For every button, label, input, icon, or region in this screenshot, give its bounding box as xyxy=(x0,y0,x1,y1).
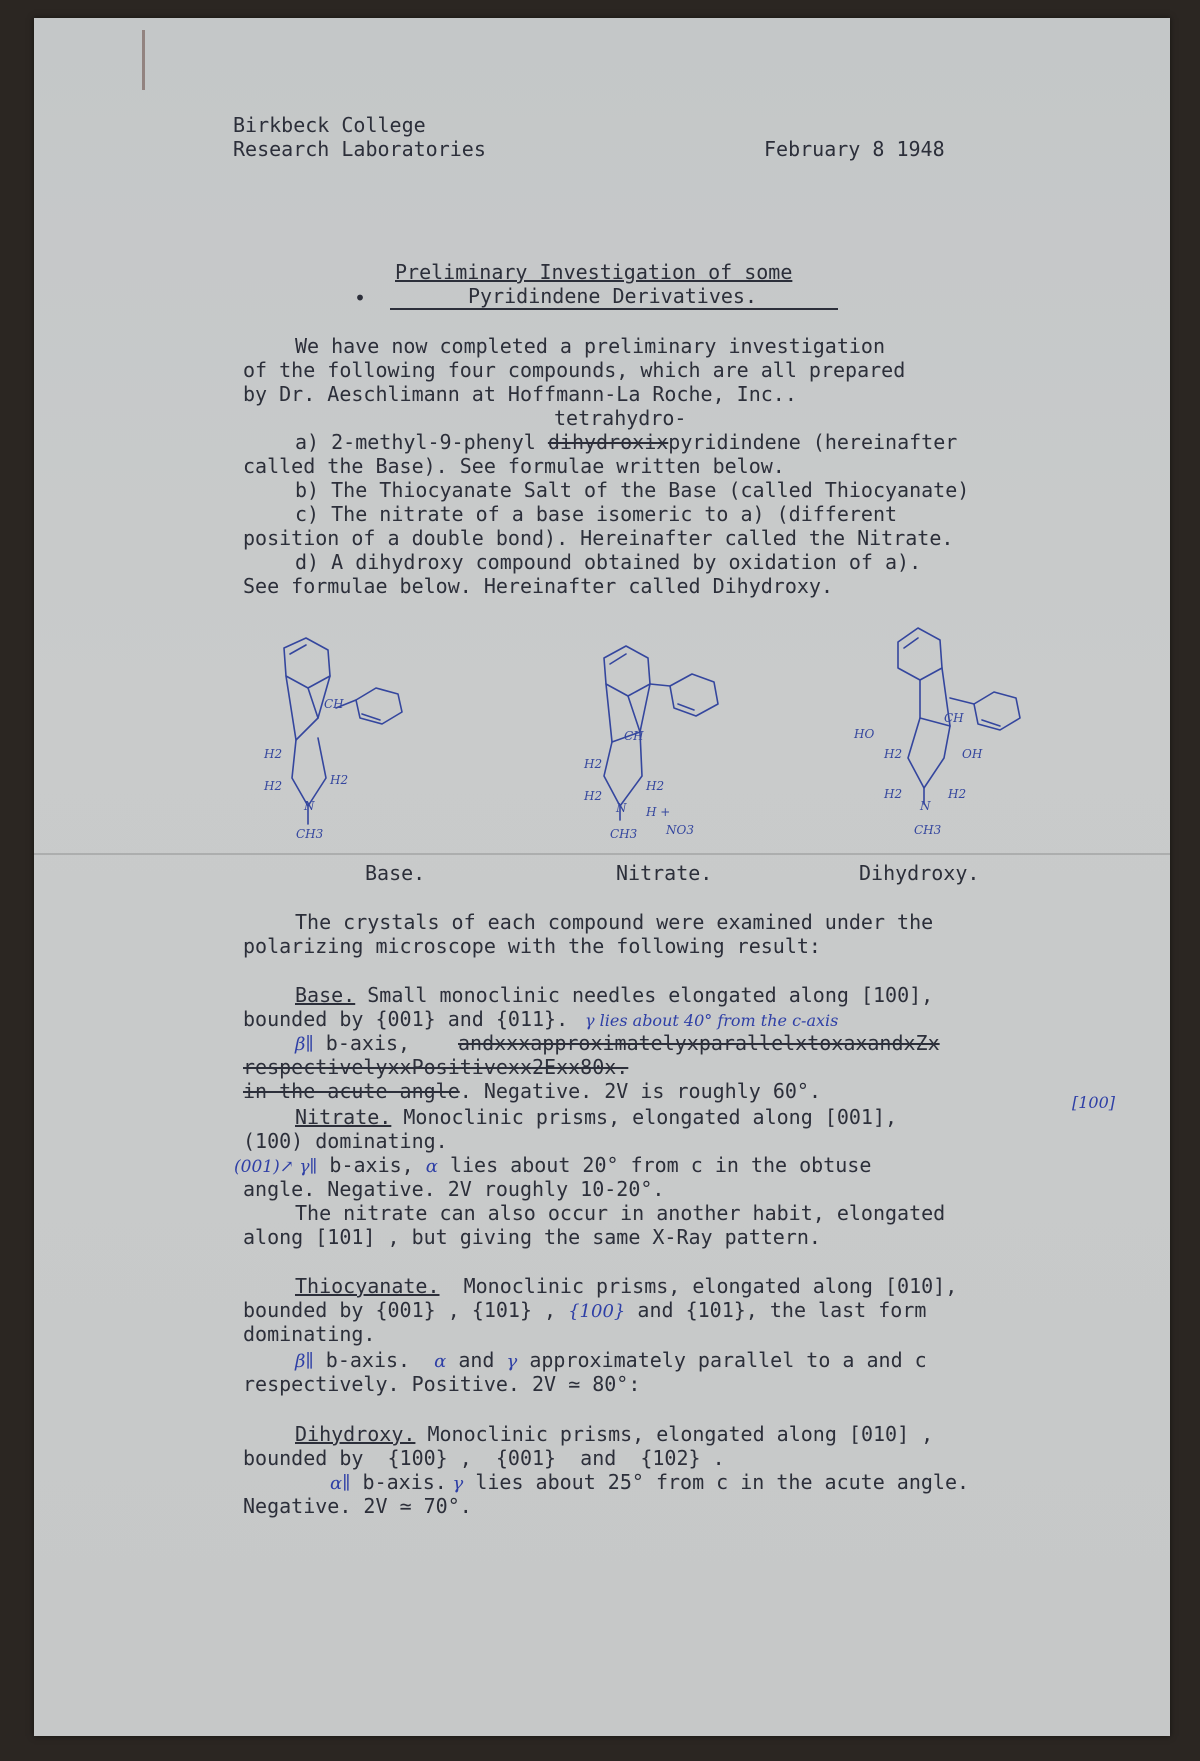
dihydroxy-label-ho: HO xyxy=(854,727,875,741)
nitrate-alpha: α xyxy=(425,1156,438,1177)
dihydroxy-section-line2: bounded by {100} , {001} and {102} . xyxy=(243,1446,725,1470)
base-section-line5 xyxy=(243,1079,821,1103)
base-label-ch3: CH3 xyxy=(296,827,324,841)
base-caption: Base. xyxy=(365,861,426,885)
thiocyanate-gamma: γ xyxy=(506,1351,518,1372)
base-line3-text: b-axis, xyxy=(313,1031,411,1055)
base-benzo-double-bond xyxy=(290,645,306,654)
title-line1: Preliminary Investigation of some xyxy=(395,260,793,284)
base-line1-text: Small monoclinic needles elongated along [100], xyxy=(355,983,934,1007)
dihydroxy-phenyl-link xyxy=(950,698,974,704)
base-label-h2-right: H2 xyxy=(330,773,349,787)
base-struck-line3: andxxxapproximatelyxparallelxtoxaxandxZx xyxy=(458,1031,940,1055)
title-bullet: • xyxy=(354,286,367,310)
nitrate-label-h2-right: H2 xyxy=(646,779,665,793)
dihydroxy-label-oh: OH xyxy=(962,747,983,761)
intro-item-a-cont: called the Base). See formulae written below. xyxy=(243,454,785,478)
nitrate-section-line1 xyxy=(295,1105,897,1129)
nitrate-five-ring-bond xyxy=(640,684,650,732)
title-line2: Pyridindene Derivatives. xyxy=(468,284,757,308)
title-underline xyxy=(390,308,838,310)
base-label-h2-bottom: H2 xyxy=(264,779,283,793)
thiocyanate-line2a: bounded by {001} , {101} , xyxy=(243,1298,569,1322)
base-beta-note: β∥ xyxy=(295,1034,314,1055)
nitrate-caption: Nitrate. xyxy=(616,861,713,885)
base-handwritten-gamma-note: γ lies about 40° from the c-axis xyxy=(585,1011,839,1030)
base-struck-line4: respectivelyxxPositivexx2Exx80x. xyxy=(243,1055,629,1079)
dihydroxy-section-line3 xyxy=(330,1470,969,1494)
base-section-line3 xyxy=(295,1031,410,1055)
dihydroxy-label-h2-bottom: H2 xyxy=(884,787,903,801)
nitrate-section-line4: angle. Negative. 2V roughly 10-20°. xyxy=(243,1177,665,1201)
item-a-pre: a) 2-methyl-9-phenyl xyxy=(295,430,548,454)
nitrate-label-hplus: H + xyxy=(646,805,671,819)
thiocyanate-section-line3: dominating. xyxy=(243,1322,376,1346)
thiocyanate-line4c: approximately parallel to a and c xyxy=(517,1348,927,1372)
base-label-n: N xyxy=(304,799,315,813)
intro-item-d-cont: See formulae below. Hereinafter called Dihydroxy. xyxy=(243,574,834,598)
dihydroxy-line1-text: Monoclinic prisms, elongated along [010] , xyxy=(415,1422,934,1446)
base-line5-text: . Negative. 2V is roughly 60°. xyxy=(459,1079,821,1103)
nitrate-phenyl-link xyxy=(650,684,670,686)
nitrate-section-line6: along [101] , but giving the same X-Ray pattern. xyxy=(243,1225,821,1249)
dihydroxy-benzo-ring xyxy=(898,628,942,680)
dihydroxy-label-h2-right: H2 xyxy=(948,787,967,801)
thiocyanate-section-line1 xyxy=(295,1274,957,1298)
institution-line2: Research Laboratories xyxy=(233,137,486,161)
thiocyanate-line1-text: Monoclinic prisms, elongated along [010], xyxy=(439,1274,958,1298)
thiocyanate-line4b: and xyxy=(446,1348,507,1372)
dihydroxy-gamma: γ xyxy=(446,1473,464,1494)
dihydroxy-heading: Dihydroxy. xyxy=(295,1422,416,1446)
results-intro-line2: polarizing microscope with the following result: xyxy=(243,934,821,958)
base-struck-acute: in the acute angle xyxy=(243,1079,460,1103)
intro-line3: by Dr. Aeschlimann at Hoffmann-La Roche, Inc.. xyxy=(243,382,797,406)
nitrate-heading: Nitrate. xyxy=(295,1105,392,1129)
document-date: February 8 1948 xyxy=(764,137,945,161)
thiocyanate-beta-note: β∥ xyxy=(295,1351,314,1372)
nitrate-benzo-ring xyxy=(604,646,650,696)
nitrate-phenyl-double-bond xyxy=(678,704,694,710)
institution-line1: Birkbeck College xyxy=(233,113,426,137)
dihydroxy-line3b-text: lies about 25° from c in the acute angle. xyxy=(463,1470,970,1494)
intro-insert-tetrahydro: tetrahydro- xyxy=(554,406,687,430)
base-label-ch: CH xyxy=(324,697,344,711)
paper-fold-line xyxy=(34,853,1170,855)
item-a-struck: dihydroxix xyxy=(547,430,669,454)
intro-item-c: c) The nitrate of a base isomeric to a) (different xyxy=(295,502,898,526)
nitrate-line3b-text: lies about 20° from c in the obtuse xyxy=(437,1153,872,1177)
thiocyanate-line2b: and {101}, the last form xyxy=(625,1298,927,1322)
intro-item-a xyxy=(295,430,957,454)
dihydroxy-line3-text: b-axis. xyxy=(350,1470,447,1494)
nitrate-label-h2-left: H2 xyxy=(584,757,603,771)
results-intro-line1: The crystals of each compound were examined under the xyxy=(295,910,934,934)
document-page xyxy=(34,18,1170,1736)
thiocyanate-handwritten-form: {100} xyxy=(568,1301,626,1322)
dihydroxy-benzo-double-bond xyxy=(904,638,918,648)
dihydroxy-pyridine-ring xyxy=(908,718,950,788)
nitrate-pyridine-ring xyxy=(604,732,642,806)
base-structure-drawing xyxy=(234,628,474,841)
intro-item-d: d) A dihydroxy compound obtained by oxidation of a). xyxy=(295,550,922,574)
thiocyanate-section-line4 xyxy=(295,1348,927,1372)
thiocyanate-heading: Thiocyanate. xyxy=(295,1274,440,1298)
nitrate-line1-text: Monoclinic prisms, elongated along [001], xyxy=(391,1105,898,1129)
dihydroxy-label-h2-left: H2 xyxy=(884,747,903,761)
nitrate-benzo-double-bond xyxy=(610,654,626,664)
intro-item-b: b) The Thiocyanate Salt of the Base (called Thiocyanate) xyxy=(295,478,970,502)
nitrate-structure-drawing xyxy=(554,638,794,848)
base-heading: Base. xyxy=(295,983,356,1007)
base-phenyl-ring xyxy=(356,688,402,724)
thiocyanate-section-line5: respectively. Positive. 2V ≃ 80°: xyxy=(243,1372,641,1396)
nitrate-section-line5: The nitrate can also occur in another habit, elongated xyxy=(295,1201,946,1225)
item-a-post: pyridindene (hereinafter xyxy=(668,430,958,454)
nitrate-label-ch3: CH3 xyxy=(610,827,638,841)
base-section-line2: bounded by {001} and {011}. xyxy=(243,1007,569,1031)
base-section-line1 xyxy=(295,983,933,1007)
nitrate-line3-text: b-axis, xyxy=(317,1153,414,1177)
nitrate-label-no3: NO3 xyxy=(666,823,694,837)
intro-line1: We have now completed a preliminary investigation xyxy=(295,334,886,358)
thiocyanate-line4a: b-axis. xyxy=(313,1348,435,1372)
dihydroxy-section-line1 xyxy=(295,1422,933,1446)
nitrate-section-line2: (100) dominating. xyxy=(243,1129,448,1153)
intro-line2: of the following four compounds, which are all prepared xyxy=(243,358,906,382)
nitrate-label-n: N xyxy=(616,801,627,815)
thiocyanate-alpha: α xyxy=(434,1351,447,1372)
base-pyridine-ring xyxy=(292,738,326,806)
thiocyanate-section-line2 xyxy=(243,1298,926,1322)
nitrate-section-line3 xyxy=(234,1153,871,1177)
dihydroxy-section-line4: Negative. 2V ≃ 70°. xyxy=(243,1494,472,1518)
nitrate-label-h2-bottom: H2 xyxy=(584,789,603,803)
nitrate-label-ch: CH xyxy=(624,729,644,743)
dihydroxy-structure-drawing xyxy=(854,618,1094,848)
paper-edge-mark xyxy=(142,30,145,90)
dihydroxy-label-ch: CH xyxy=(944,711,964,725)
dihydroxy-label-ch3: CH3 xyxy=(914,823,942,837)
dihydroxy-alpha-note: α∥ xyxy=(330,1473,351,1494)
dihydroxy-label-n: N xyxy=(920,799,931,813)
dihydroxy-caption: Dihydroxy. xyxy=(859,861,980,885)
nitrate-handwritten-100: [100] xyxy=(1072,1093,1116,1112)
base-benzo-ring xyxy=(284,638,330,688)
intro-item-c-cont: position of a double bond). Hereinafter called the Nitrate. xyxy=(243,526,954,550)
base-label-h2-left: H2 xyxy=(264,747,283,761)
nitrate-handwritten-note: (001)↗ γ∥ xyxy=(234,1157,318,1177)
